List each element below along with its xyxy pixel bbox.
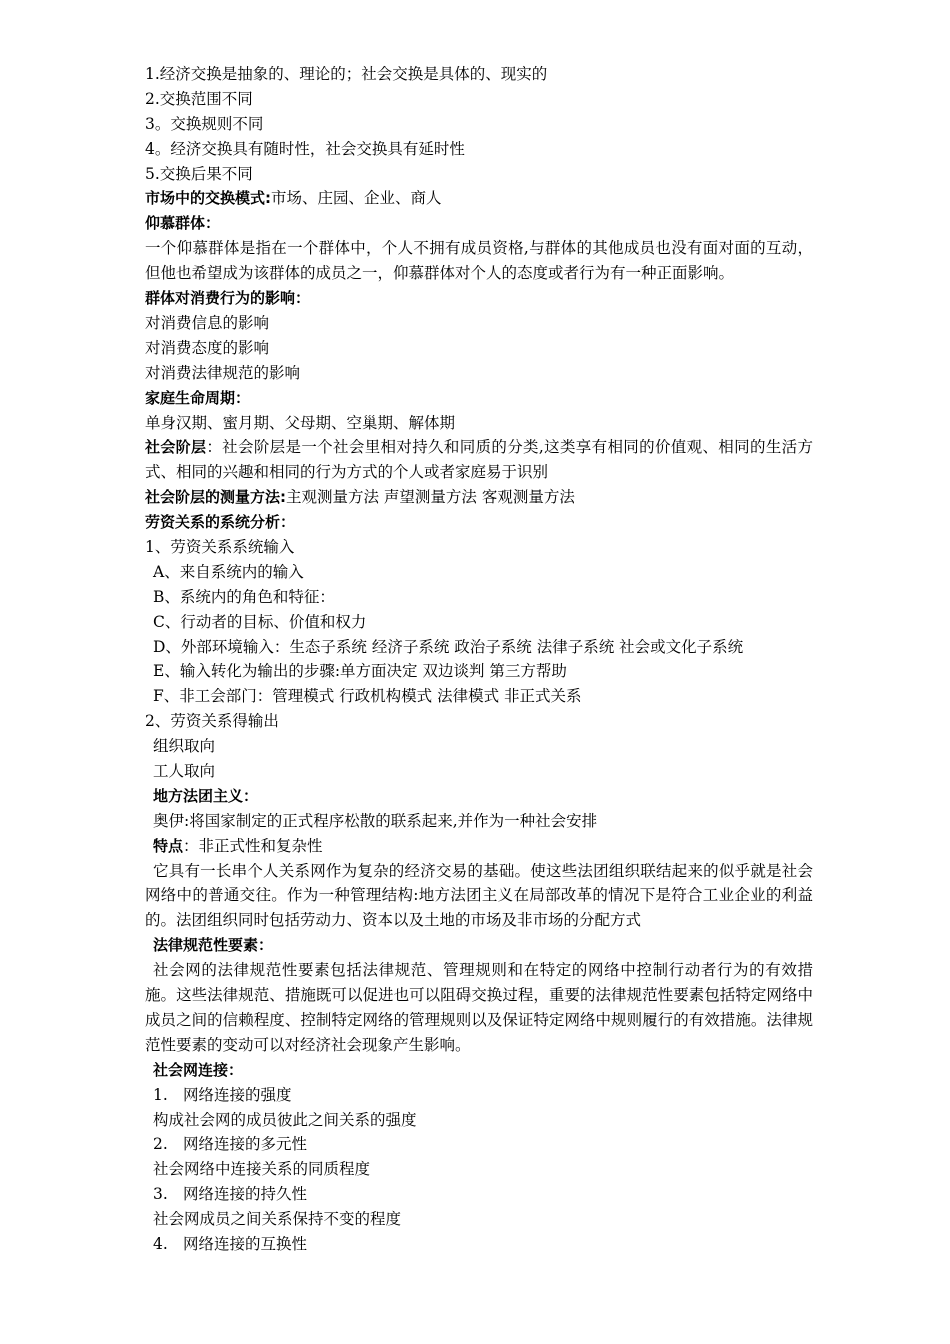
list-text: 网络连接的多元性 [183,1135,308,1154]
list-number: 1. [153,1085,168,1104]
text-line: 5.交换后果不同 [145,164,253,183]
paragraph: 社会网的法律规范性要素包括法律规范、管理规则和在特定的网络中控制行动者行为的有效措施。这些法律规范、措施既可以促进也可以阻碍交换过程，重要的法律规范性要素包括特定网络中成员之间的信赖程度、控制特定网络的管理规则以及保证特定网络中规则履行的有效措施。法律规范性要素的变动可以对经济社会现象产生影响。 [145,961,813,1054]
list-item: C、行动者的目标、价值和权力 [153,612,367,631]
section-text: 主观测量方法 声望测量方法 客观测量方法 [286,488,575,507]
list-item: 工人取向 [153,762,216,780]
section-heading: 法律规范性要素： [153,936,274,955]
section-heading: 地方法团主义： [153,786,259,805]
list-number: 4. [153,1235,168,1254]
list-item: E、输入转化为输出的步骤:单方面决定 双边谈判 第三方帮助 [153,662,567,681]
list-number: 2. [153,1135,168,1154]
list-item: D、外部环境输入：生态子系统 经济子系统 政治子系统 法律子系统 社会或文化子系统 [153,637,744,656]
paragraph: 一个仰慕群体是指在一个群体中，个人不拥有成员资格,与群体的其他成员也没有面对面的互动，但他也希望成为该群体的成员之一，仰慕群体对个人的态度或者行为有一种正面影响。 [145,239,813,283]
section-heading: 家庭生命周期： [145,388,251,407]
text-line: 3。交换规则不同 [145,114,264,133]
list-item: 2、劳资关系得输出 [145,712,279,731]
list-item: 1、劳资关系系统输入 [145,537,295,556]
paragraph [145,435,813,485]
section-heading: 仰慕群体： [145,214,221,233]
measure-line [145,485,813,510]
section-heading: 社会阶层的测量方法: [145,488,286,507]
section-heading: 社会阶层 [145,438,207,457]
list-text: 网络连接的强度 [183,1085,292,1104]
market-line [145,186,813,211]
section-heading: 劳资关系的系统分析： [145,513,296,532]
section-heading: 群体对消费行为的影响： [145,289,311,308]
list-item: 对消费信息的影响 [145,313,270,332]
section-heading: 市场中的交换模式: [145,189,271,208]
list-item [145,1083,813,1108]
text-line: 奥伊:将国家制定的正式程序松散的联系起来,并作为一种社会安排 [153,811,598,830]
list-item [145,1182,813,1207]
section-heading: 社会网连接： [153,1060,244,1079]
list-text: 网络连接的互换性 [183,1235,308,1254]
list-description: 社会网络中连接关系的同质程度 [153,1160,371,1179]
list-text: 网络连接的持久性 [183,1185,308,1204]
document-page [145,62,813,1257]
list-number: 3. [153,1185,168,1204]
list-item: 组织取向 [153,737,216,756]
paragraph: 它具有一长串个人关系网作为复杂的经济交易的基础。使这些法团组织联结起来的似乎就是社会网络中的普通交往。作为一种管理结构:地方法团主义在局部改革的情况下是符合工业企业的利益的。法团组织同时包括劳动力、资本以及土地的市场及非市场的分配方式 [145,861,813,930]
list-item [145,1132,813,1157]
list-item [145,1232,813,1257]
list-item: 对消费态度的影响 [145,338,270,357]
list-description: 社会网成员之间关系保持不变的程度 [153,1210,402,1229]
text-line: 2.交换范围不同 [145,89,253,108]
list-item: A、来自系统内的输入 [153,562,304,581]
text-line: 4。经济交换具有随时性，社会交换具有延时性 [145,139,465,158]
list-item: F、非工会部门：管理模式 行政机构模式 法律模式 非正式关系 [153,687,582,706]
list-item: B、系统内的角色和特征： [153,587,335,606]
section-heading: 特点 [153,836,184,855]
section-text: ：非正式性和复杂性 [183,836,323,855]
section-text: 市场、庄园、企业、商人 [271,189,442,208]
feature-line [145,834,813,859]
list-item: 对消费法律规范的影响 [145,363,301,382]
section-text: ：社会阶层是一个社会里相对持久和同质的分类,这类享有相同的价值观、相同的生活方式、相同的兴趣和相同的行为方式的个人或者家庭易于识别 [145,438,813,482]
text-line: 单身汉期、蜜月期、父母期、空巢期、解体期 [145,413,456,432]
text-line: 1.经济交换是抽象的、理论的；社会交换是具体的、现实的 [145,65,548,83]
list-description: 构成社会网的成员彼此之间关系的强度 [153,1110,417,1129]
